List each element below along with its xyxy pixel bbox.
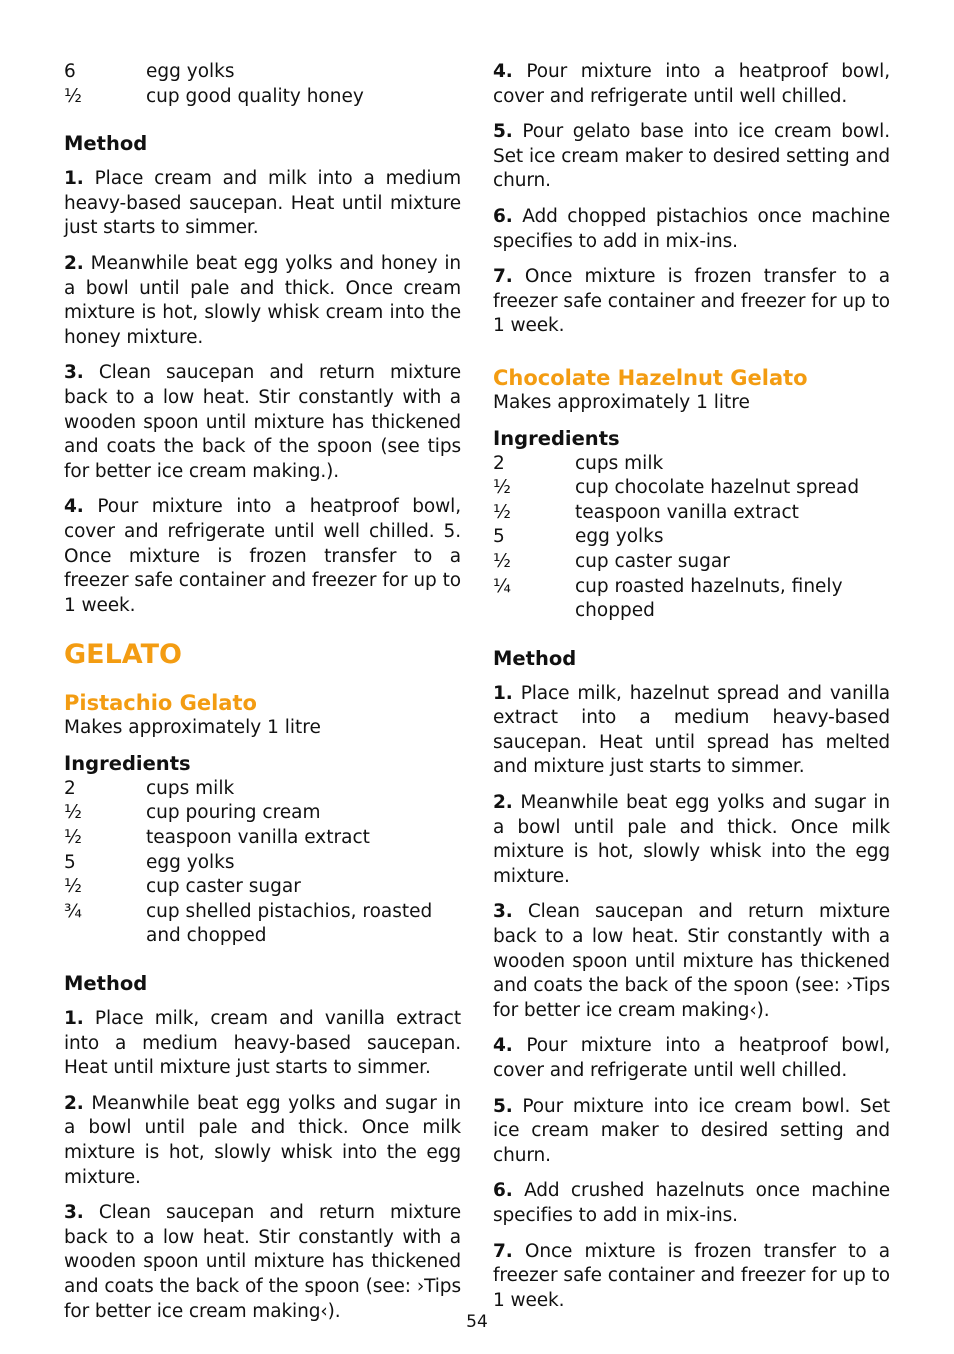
step-text: Pour mixture into a heatproof bowl, cover and refrigerate until well chilled. 5. Once mixture is frozen transfer to a freezer safe container and freezer for up to 1 week. xyxy=(64,496,462,616)
ingredients-heading: Ingredients xyxy=(493,426,620,450)
method-step xyxy=(64,1201,461,1324)
ingredient-text: cup caster sugar xyxy=(146,876,301,898)
ingredient-qty: ½ xyxy=(64,827,82,849)
ingredients-heading: Ingredients xyxy=(64,751,191,775)
ingredient-qty: ¼ xyxy=(493,575,511,597)
method-step xyxy=(64,1007,461,1081)
method-step xyxy=(493,1095,890,1169)
ingredient-qty: ½ xyxy=(493,550,511,572)
left-column xyxy=(64,60,461,1335)
ingredient-row xyxy=(64,851,461,876)
step-number: 6. xyxy=(493,205,513,227)
step-number: 4. xyxy=(64,496,84,518)
step-text: Clean saucepan and return mixture back to a low heat. Stir constantly with a wooden spoon until mixture has thickened and coats the back of the spoon (see: ›Tips for better ice cream making‹). xyxy=(493,901,891,1021)
ingredient-text: egg yolks xyxy=(575,526,664,548)
method-heading: Method xyxy=(493,646,577,670)
ingredient-qty: 5 xyxy=(493,526,505,548)
ingredient-text: cup shelled pistachios, roasted and chopped xyxy=(146,900,433,947)
step-number: 1. xyxy=(64,168,84,190)
ingredient-row xyxy=(64,801,461,826)
ingredient-qty: 2 xyxy=(493,452,505,474)
ingredient-qty: ¾ xyxy=(64,900,82,922)
ingredient-text: egg yolks xyxy=(146,61,235,82)
step-text: Pour mixture into ice cream bowl. Set ice cream maker to desired setting and churn. xyxy=(493,1095,891,1166)
step-number: 2. xyxy=(64,252,84,274)
method-step xyxy=(493,1179,890,1228)
ingredient-text: cup caster sugar xyxy=(575,550,730,572)
ingredient-qty: ½ xyxy=(493,501,511,523)
method-step xyxy=(493,900,890,1023)
ingredient-qty: ½ xyxy=(64,802,82,824)
method-step xyxy=(493,1240,890,1314)
ingredient-qty: 2 xyxy=(64,777,76,799)
step-text: Once mixture is frozen transfer to a freezer safe container and freezer for up to 1 week. xyxy=(493,1240,890,1311)
ingredient-qty: ½ xyxy=(64,85,82,107)
ingredient-text: teaspoon vanilla extract xyxy=(575,501,799,523)
step-text: Place milk, cream and vanilla extract into a medium heavy-based saucepan. Heat until mixture just starts to simmer. xyxy=(64,1008,462,1079)
step-number: 2. xyxy=(493,792,513,814)
method-heading: Method xyxy=(64,132,148,156)
ingredient-row xyxy=(493,575,890,624)
ingredient-row xyxy=(493,476,890,501)
step-number: 7. xyxy=(493,266,513,288)
ingredient-text: cups milk xyxy=(575,452,664,474)
step-text: Place milk, hazelnut spread and vanilla extract into a medium heavy-based saucepan. Heat until spread has melted and mixture just starts to simmer. xyxy=(493,682,890,778)
step-text: Place cream and milk into a medium heavy-based saucepan. Heat until mixture just starts to simmer. xyxy=(64,168,462,239)
step-text: Pour gelato base into ice cream bowl. Set ice cream maker to desired setting and churn. xyxy=(493,121,891,192)
ingredient-row xyxy=(64,85,461,110)
recipe-title-chocolate-hazelnut: Chocolate Hazelnut Gelato xyxy=(493,365,808,390)
step-number: 5. xyxy=(493,121,513,143)
step-text: Pour mixture into a heatproof bowl, cover and refrigerate until well chilled. xyxy=(493,61,891,107)
method-step xyxy=(493,791,890,889)
step-number: 4. xyxy=(493,1035,513,1057)
method-step xyxy=(493,60,890,109)
ingredient-row xyxy=(493,525,890,550)
step-text: Add crushed hazelnuts once machine specifies to add in mix-ins. xyxy=(493,1180,891,1226)
ingredient-list xyxy=(64,777,461,949)
ingredient-text: cup pouring cream xyxy=(146,802,321,824)
step-text: Meanwhile beat egg yolks and honey in a bowl until pale and thick. Once cream mixture is hot, slowly whisk cream into the honey mixture. xyxy=(64,252,462,348)
top-ingredient-list xyxy=(64,60,461,109)
step-number: 4. xyxy=(493,61,513,82)
step-number: 3. xyxy=(64,362,84,384)
ingredient-row xyxy=(64,875,461,900)
step-number: 5. xyxy=(493,1095,513,1117)
step-number: 2. xyxy=(64,1092,84,1114)
step-number: 6. xyxy=(493,1180,513,1202)
ingredient-row xyxy=(64,60,461,85)
page-number: 54 xyxy=(466,1312,488,1332)
method-step xyxy=(64,1092,461,1190)
method-step xyxy=(493,1034,890,1083)
step-number: 7. xyxy=(493,1240,513,1262)
ingredient-row xyxy=(64,900,461,949)
method-step xyxy=(64,252,461,350)
method-step xyxy=(64,167,461,241)
right-column xyxy=(493,60,890,1324)
ingredient-qty: 6 xyxy=(64,61,76,82)
recipe-yield: Makes approximately 1 litre xyxy=(64,717,321,739)
recipe-yield: Makes approximately 1 litre xyxy=(493,391,750,413)
ingredient-row xyxy=(493,550,890,575)
step-number: 3. xyxy=(493,901,513,923)
method-step xyxy=(493,120,890,194)
ingredient-qty: ½ xyxy=(493,477,511,499)
step-text: Meanwhile beat egg yolks and sugar in a bowl until pale and thick. Once milk mixture is hot, slowly whisk into the egg mixture. xyxy=(493,792,891,887)
ingredient-qty: 5 xyxy=(64,851,76,873)
ingredient-text: egg yolks xyxy=(146,851,235,873)
step-text: Clean saucepan and return mixture back to a low heat. Stir constantly with a wooden spoon until mixture has thickened and coats the back of the spoon (see: ›Tips for better ice cream making‹). xyxy=(64,1202,462,1322)
method-step xyxy=(64,495,461,618)
step-text: Once mixture is frozen transfer to a freezer safe container and freezer for up to 1 week. xyxy=(493,266,890,337)
ingredient-text: cups milk xyxy=(146,777,235,799)
ingredient-row xyxy=(64,826,461,851)
method-step xyxy=(493,265,890,339)
ingredient-qty: ½ xyxy=(64,876,82,898)
section-title: GELATO xyxy=(64,639,182,671)
step-text: Add chopped pistachios once machine specifies to add in mix-ins. xyxy=(493,205,891,252)
step-text: Pour mixture into a heatproof bowl, cover and refrigerate until well chilled. xyxy=(493,1035,891,1081)
method-step xyxy=(64,361,461,484)
ingredient-row xyxy=(493,501,890,526)
step-number: 1. xyxy=(64,1008,84,1030)
ingredient-text: cup roasted hazelnuts, finely chopped xyxy=(575,575,843,622)
step-number: 3. xyxy=(64,1202,84,1224)
step-number: 1. xyxy=(493,682,513,704)
method-step xyxy=(493,205,890,254)
ingredient-text: cup good quality honey xyxy=(146,85,364,107)
recipe-title-pistachio: Pistachio Gelato xyxy=(64,691,257,716)
method-heading: Method xyxy=(64,972,148,996)
step-text: Clean saucepan and return mixture back to a low heat. Stir constantly with a wooden spoon until mixture has thickened and coats the back of the spoon (see tips for better ice cream making.). xyxy=(64,362,462,482)
method-step xyxy=(493,682,890,780)
ingredient-row xyxy=(64,777,461,802)
step-text: Meanwhile beat egg yolks and sugar in a bowl until pale and thick. Once milk mixture is hot, slowly whisk into the egg mixture. xyxy=(64,1092,462,1188)
ingredient-list xyxy=(493,452,890,624)
ingredient-row xyxy=(493,452,890,477)
ingredient-text: teaspoon vanilla extract xyxy=(146,827,370,849)
ingredient-text: cup chocolate hazelnut spread xyxy=(575,477,860,499)
